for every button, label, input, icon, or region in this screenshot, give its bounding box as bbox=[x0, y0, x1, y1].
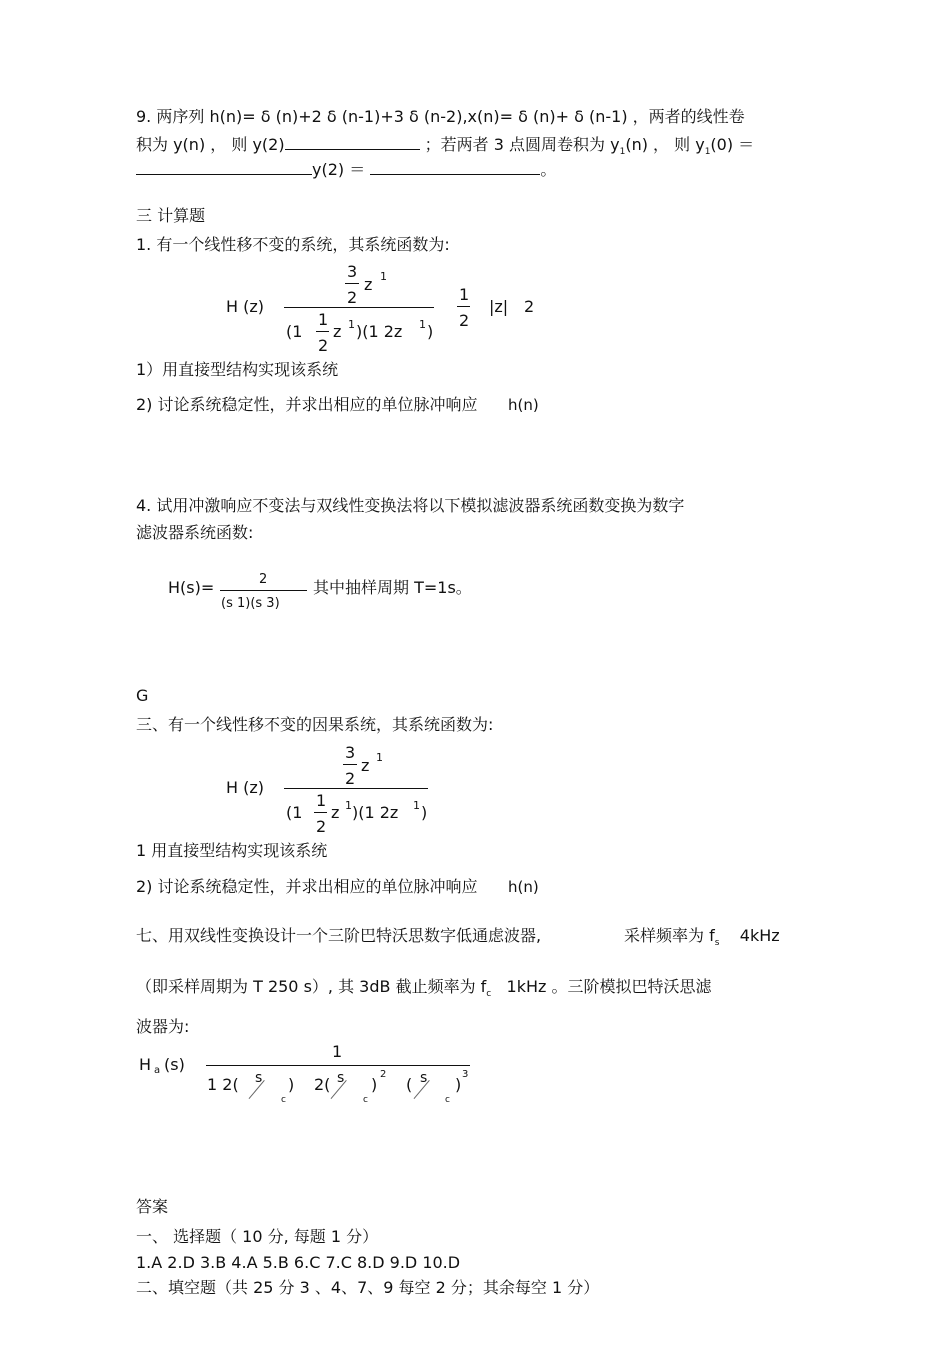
mc-answers: 1.A 2.D 3.B 4.A 5.B 6.C 7.C 8.D 9.D 10.D bbox=[136, 1253, 461, 1272]
problem7-line1-b: 采样频率为 f bbox=[624, 926, 715, 945]
den-z: z bbox=[331, 803, 340, 822]
den-term1: 1 2( bbox=[207, 1075, 239, 1094]
mc-title: 一、 选择题（ 10 分, 每题 1 分） bbox=[136, 1227, 379, 1246]
q9-line2-c: (n) ， 则 y bbox=[625, 135, 705, 154]
fraction-bar bbox=[345, 283, 359, 284]
main-fraction-bar bbox=[206, 1065, 470, 1066]
c-1: c bbox=[281, 1095, 286, 1105]
problem4-line1: 4. 试用冲激响应不变法与双线性变换法将以下模拟滤波器系统函数变换为数字 bbox=[136, 496, 685, 515]
den-exp2: 1 bbox=[413, 799, 420, 812]
q9-line3-a: y(2) ＝ bbox=[312, 160, 366, 179]
problem3-intro: 三、有一个线性移不变的因果系统，其系统函数为: bbox=[136, 715, 494, 734]
q9-line2-b: ；若两者 3 点圆周卷积为 y bbox=[424, 135, 620, 154]
main-fraction-bar bbox=[284, 788, 428, 789]
main-fraction-bar bbox=[284, 307, 434, 308]
roc-bot: 2 bbox=[459, 311, 470, 330]
lhs-sub: a bbox=[154, 1065, 161, 1076]
num-z: z bbox=[364, 275, 373, 294]
num-exp: 1 bbox=[380, 270, 387, 283]
formula-tail: 其中抽样周期 T=1s。 bbox=[313, 578, 472, 597]
num: 2 bbox=[259, 572, 268, 587]
problem7-sampling bbox=[624, 926, 780, 948]
lhs-s: (s) bbox=[164, 1055, 185, 1074]
close-1: ) bbox=[288, 1075, 295, 1094]
fraction-bar bbox=[343, 764, 357, 765]
num-frac-bot: 2 bbox=[345, 769, 356, 788]
answers-heading: 答案 bbox=[136, 1197, 169, 1216]
problem3-sub2 bbox=[136, 879, 539, 895]
den-close: ) bbox=[427, 322, 434, 341]
answer-blank-y2[interactable] bbox=[285, 135, 420, 150]
main-fraction-bar bbox=[220, 590, 307, 591]
roc-val: 2 bbox=[524, 297, 535, 316]
problem7-line1 bbox=[136, 928, 541, 944]
s-3: s bbox=[420, 1070, 428, 1086]
problem1-sub2 bbox=[136, 397, 539, 413]
subscript: 1 bbox=[704, 147, 711, 157]
den-exp1: 1 bbox=[345, 799, 352, 812]
problem1-sub1: 1）用直接型结构实现该系统 bbox=[136, 360, 339, 379]
problem7-line3: 波器为: bbox=[136, 1017, 190, 1036]
q9-line2-d: (0) ＝ bbox=[710, 135, 755, 154]
fraction-bar bbox=[314, 812, 327, 813]
problem7-line2 bbox=[136, 977, 712, 999]
close-3: ) bbox=[455, 1075, 462, 1094]
den-term3: ( bbox=[406, 1075, 413, 1094]
den-open: (1 bbox=[286, 322, 303, 341]
formula-lhs: H(s)= bbox=[168, 578, 215, 597]
num-frac-top: 3 bbox=[345, 743, 356, 762]
den-close: ) bbox=[421, 803, 428, 822]
roc-z: |z| bbox=[489, 297, 509, 316]
lhs-h: H bbox=[139, 1055, 152, 1074]
den: (s 1)(s 3) bbox=[221, 596, 280, 611]
c-2: c bbox=[363, 1095, 368, 1105]
problem1-intro: 1. 有一个线性移不变的系统，其系统函数为: bbox=[136, 235, 450, 254]
den-half-top: 1 bbox=[318, 310, 329, 329]
num-frac-bot: 2 bbox=[347, 288, 358, 307]
roc-top: 1 bbox=[459, 285, 470, 304]
problem3-sub2-hn: h(n) bbox=[508, 878, 539, 896]
den-z: z bbox=[333, 322, 342, 341]
s-2: s bbox=[337, 1070, 345, 1086]
num-exp: 1 bbox=[376, 751, 383, 764]
q9-line2-a: 积为 y(n) ， 则 y(2) bbox=[136, 135, 285, 154]
close-2: ) bbox=[371, 1075, 378, 1094]
exp-2: 2 bbox=[380, 1069, 387, 1080]
den-half-bot: 2 bbox=[316, 817, 327, 836]
section-heading: 三 计算题 bbox=[136, 206, 206, 225]
problem3-sub2-text: 2) 讨论系统稳定性，并求出相应的单位脉冲响应 bbox=[136, 877, 478, 896]
num-frac-top: 3 bbox=[347, 262, 358, 281]
section-mark: G bbox=[136, 686, 149, 705]
formula-lhs: H (z) bbox=[226, 297, 264, 316]
formula-lhs: H (z) bbox=[226, 778, 264, 797]
fraction-bar bbox=[316, 331, 329, 332]
den-mid: )(1 2z bbox=[356, 322, 403, 341]
q9-line1: 9. 两序列 h(n)= δ (n)+2 δ (n-1)+3 δ (n-2),x(n)= δ (n)+ δ (n-1) ，两者的线性卷 bbox=[136, 107, 745, 126]
problem7-line2-a: （即采样周期为 T 250 s）, 其 3dB 截止频率为 f bbox=[136, 977, 487, 996]
exp-3: 3 bbox=[462, 1069, 469, 1080]
fill-title: 二、填空题（共 25 分 3 、4、7、9 每空 2 分；其余每空 1 分） bbox=[136, 1278, 600, 1297]
subscript: c bbox=[486, 989, 492, 999]
s-1: s bbox=[255, 1070, 263, 1086]
den-open: (1 bbox=[286, 803, 303, 822]
q9-line3-end: 。 bbox=[540, 160, 557, 179]
den-exp2: 1 bbox=[419, 318, 426, 331]
subscript: 1 bbox=[619, 147, 626, 157]
den-mid: )(1 2z bbox=[352, 803, 399, 822]
den-half-top: 1 bbox=[316, 791, 327, 810]
den-term2: 2( bbox=[314, 1075, 331, 1094]
subscript: s bbox=[714, 938, 720, 948]
den-half-bot: 2 bbox=[318, 336, 329, 355]
problem7-line2-b: 1kHz 。三阶模拟巴特沃思滤 bbox=[506, 977, 712, 996]
answer-blank-y1-0[interactable] bbox=[136, 160, 312, 175]
q9-line2 bbox=[136, 135, 755, 157]
problem7-line1-a: 七、用双线性变换设计一个三阶巴特沃思数字低通虑波器, bbox=[136, 926, 542, 945]
problem7-line1-c: 4kHz bbox=[739, 926, 780, 945]
problem1-sub2-text: 2) 讨论系统稳定性，并求出相应的单位脉冲响应 bbox=[136, 395, 478, 414]
problem3-sub1: 1 用直接型结构实现该系统 bbox=[136, 841, 328, 860]
answer-blank-y1-2[interactable] bbox=[370, 160, 540, 175]
c-3: c bbox=[445, 1095, 450, 1105]
q9-line3 bbox=[136, 160, 556, 178]
num: 1 bbox=[332, 1042, 343, 1061]
fraction-bar bbox=[457, 306, 470, 307]
problem1-sub2-hn: h(n) bbox=[508, 396, 539, 414]
problem4-line2: 滤波器系统函数: bbox=[136, 523, 254, 542]
den-exp1: 1 bbox=[348, 318, 355, 331]
num-z: z bbox=[361, 756, 370, 775]
